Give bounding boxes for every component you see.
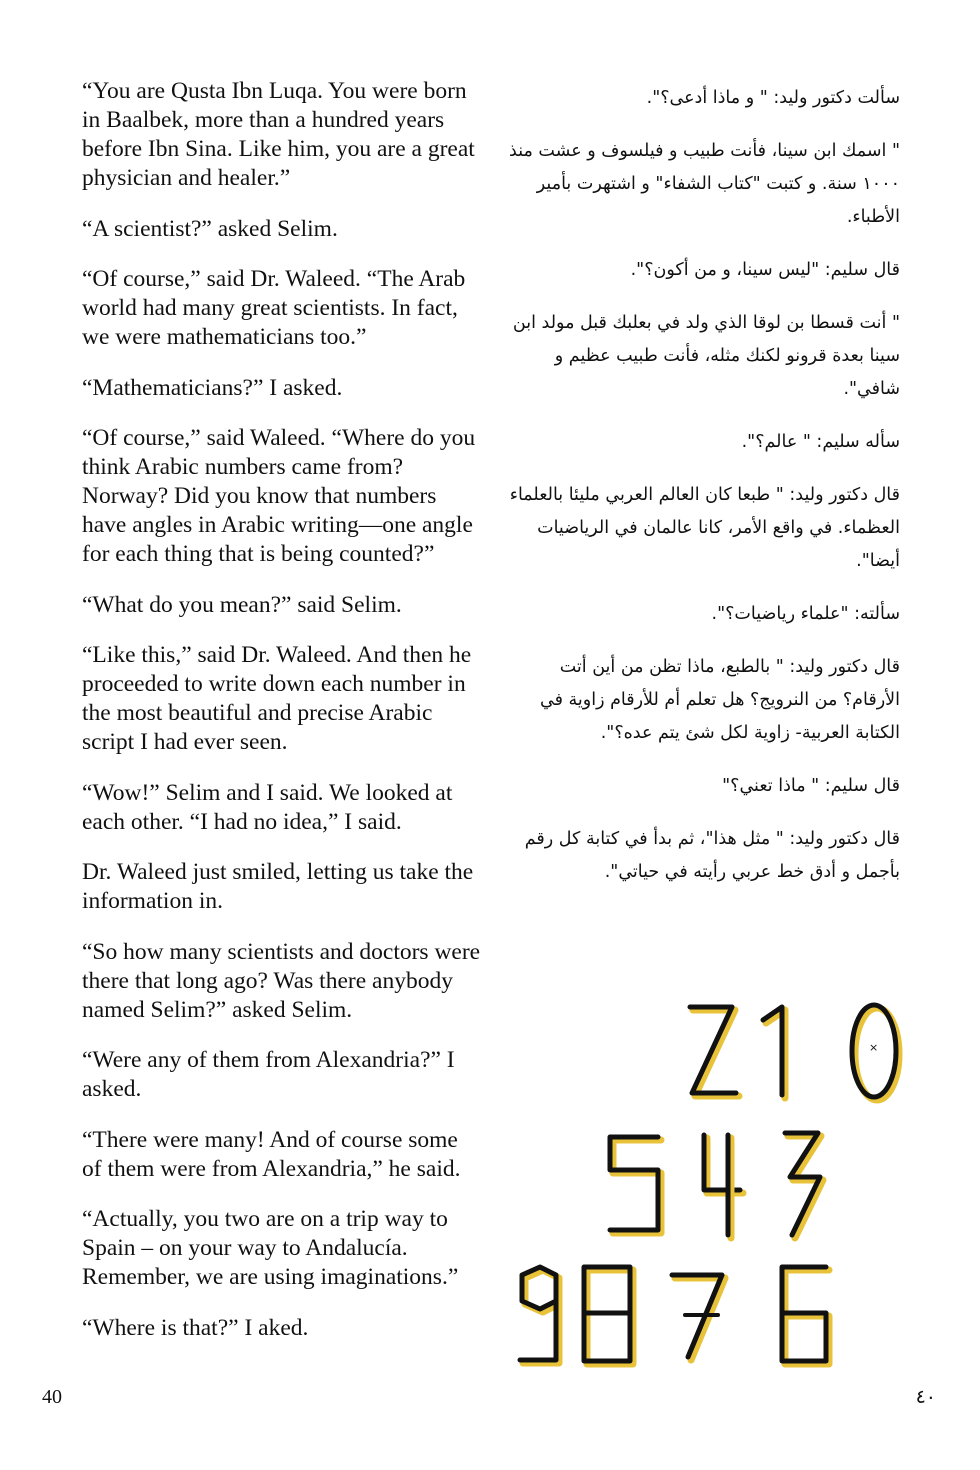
english-paragraph: “So how many scientists and doctors were there that long ago? Was there anybody named Selim?” asked Selim. [82, 938, 481, 1023]
arabic-paragraph: قال دكتور وليد: " بالطبع، ماذا تظن من أين أتت الأرقام؟ من النرويج؟ هل تعلم أم للأرقام زاوية في الكتابة العربية- زاوية لكل شئ يتم عده؟". [539, 657, 900, 743]
numeral-4 [704, 1135, 743, 1238]
arabic-paragraph: قال دكتور وليد: " مثل هذا"، ثم بدأ في كتابة كل رقم بأجمل و أدق خط عربي رأيته في حياتي". [524, 829, 900, 882]
english-paragraph: Dr. Waleed just smiled, letting us take the information in. [82, 859, 474, 914]
numeral-0 [852, 1005, 899, 1100]
arabic-paragraph: سألته: "علماء رياضيات؟". [711, 604, 900, 624]
svg-text:×: × [869, 1041, 879, 1054]
page-number-left: 40 [42, 1386, 62, 1408]
arabic-paragraph: " أنت قسطا بن لوقا الذي ولد في بعلبك قبل مولد ابن سينا بعدة قرونو لكنك مثله، فأنت طبيب عظيم و شافي". [512, 313, 900, 399]
numeral-8 [584, 1267, 633, 1364]
numerals-row-1 [690, 1005, 899, 1100]
english-paragraph: “Like this,” said Dr. Waleed. And then he proceeded to write down each number in the most beautiful and precise Arabic script I had ever seen. [82, 642, 472, 755]
numeral-6 [782, 1267, 829, 1364]
english-paragraph: “Of course,” said Dr. Waleed. “The Arab world had many great scientists. In fact, we were mathematicians too.” [82, 266, 466, 350]
numeral-1 [763, 1007, 785, 1098]
arabic-paragraph: سأله سليم: " عالم؟". [741, 432, 900, 452]
english-paragraph: “Actually, you two are on a trip way to Spain – on your way to Andalucía. Remember, we are using imaginations.” [82, 1206, 459, 1290]
english-paragraph: “A scientist?” asked Selim. [82, 215, 338, 242]
page-number-right: ٤٠ [915, 1386, 936, 1408]
arabic-paragraph: قال سليم: "ليس سينا، و من أكون؟". [630, 260, 900, 280]
english-paragraph: “There were many! And of course some of them were from Alexandria,” he said. [82, 1126, 461, 1182]
numeral-9 [520, 1267, 559, 1363]
english-paragraph: “Wow!” Selim and I said. We looked at each other. “I had no idea,” I said. [82, 779, 453, 835]
english-paragraph: “What do you mean?” said Selim. [82, 591, 402, 618]
english-paragraph: “Where is that?” I aked. [82, 1314, 309, 1341]
english-paragraph: “Mathematicians?” I asked. [82, 374, 343, 401]
numeral-2 [690, 1007, 739, 1096]
arabic-paragraph: قال سليم: " ماذا تعني؟" [722, 776, 900, 796]
numerals-row-3 [520, 1267, 829, 1364]
arabic-paragraph: " اسمك ابن سينا، فأنت طبيب و فيلسوف و عشت منذ ١٠٠٠ سنة. و كتبت "كتاب الشفاء" و اشتهرت بأمير الأطباء. [509, 141, 900, 227]
numeral-7 [672, 1275, 725, 1360]
english-paragraph: “Were any of them from Alexandria?” I asked. [82, 1047, 455, 1102]
arabic-paragraph: سألت دكتور وليد: " و ماذا أدعى؟". [646, 88, 900, 108]
english-text-column [82, 77, 482, 1364]
numeral-5 [610, 1137, 661, 1233]
english-paragraph: “You are Qusta Ibn Luqa. You were born in Baalbek, more than a hundred years before Ibn Sina. Like him, you are a great physician and healer.” [82, 78, 475, 191]
numerals-row-2 [610, 1133, 823, 1238]
arabic-text-column [500, 82, 900, 909]
arabic-paragraph: قال دكتور وليد: " طبعا كان العالم العربي مليئا بالعلماء العظماء. في واقع الأمر، كانا عالمان في الرياضيات أيضا". [509, 485, 900, 571]
numeral-3 [785, 1133, 823, 1238]
english-paragraph: “Of course,” said Waleed. “Where do you think Arabic numbers came from? Norway? Did you know that numbers have angles in Arabic writing—one angle for each thing that is being counted?” [82, 425, 476, 567]
angular-numerals-illustration [500, 985, 920, 1405]
